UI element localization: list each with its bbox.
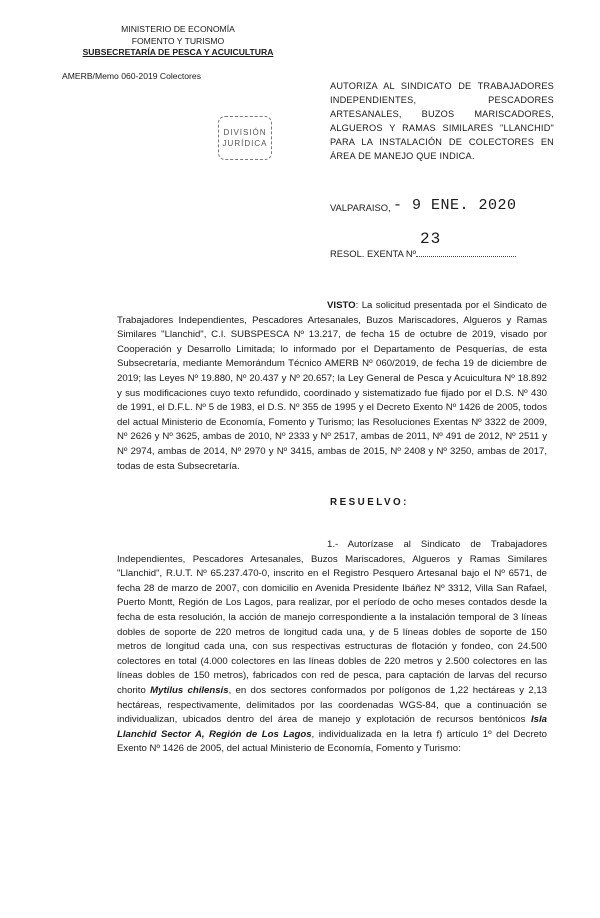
ministry-name: MINISTERIO DE ECONOMÍA <box>121 24 235 34</box>
article-1-text-b: , en dos sectores conformados por polígonos de 1,22 hectáreas y 2,13 hectáreas, respectivamente, delimitados por las coordenadas WGS-84, que a continuación se individualizan, ubicados dentro del área de manejo y explotación de recursos bentónicos <box>117 684 548 726</box>
species-name: Mytilus chilensis <box>150 684 229 696</box>
resolution-date: - 9 ENE. 2020 <box>393 197 517 214</box>
article-1-text-a: 1.- Autorízase al Sindicato de Trabajadores Independientes, Pescadores Artesanales, Buzos Mariscadores, Algueros y Ramas Similares "Llanchid", R.U.T. Nº 65.237.470-0, inscrito en el Registro Pesquero Artesanal bajo el Nº 6571, de fecha 28 de marzo de 2007, con domicilio en Avenida Presidente Ibáñez Nº 3312, Villa San Rafael, Puerto Montt, Región de Los Lagos, para realizar, por el período de ocho meses contados desde la fecha de esta resolución, la acción de manejo correspondiente a la instalación temporal de 3 líneas dobles de soporte de 220 metros de longitud cada una, y de 5 líneas dobles de soporte de 150 metros de longitud cada una, con sus respectivas estructuras de flotación y fondeo, con 24.500 colectores en total (4.000 colectores en las líneas dobles de 220 metros y 2.500 colectores en las líneas dobles de 150 metros), fabricados con red de pesca, para captación de larvas del recurso chorito <box>117 539 547 696</box>
visto-label: VISTO <box>327 300 356 311</box>
letterhead <box>78 24 278 59</box>
resolution-number-line <box>330 248 516 259</box>
stamp-line-1: DIVISIÓN <box>223 128 267 137</box>
division-stamp <box>218 116 272 160</box>
resolution-number: 23 <box>420 230 442 248</box>
article-1-paragraph <box>117 538 547 757</box>
resolution-label: RESOL. EXENTA Nº <box>330 248 417 259</box>
subsecretariat-name: SUBSECRETARÍA DE PESCA Y ACUICULTURA <box>82 47 274 58</box>
place-label: VALPARAISO, <box>330 202 391 213</box>
resolution-dotted-line <box>416 248 516 257</box>
management-area-name: Isla Llanchid Sector A, Región de Los Lagos <box>117 714 547 740</box>
stamp-line-2: JURÍDICA <box>222 139 268 148</box>
memo-reference: AMERB/Memo 060-2019 Colectores <box>62 71 201 81</box>
resuelvo-heading: RESUELVO: <box>330 497 409 508</box>
visto-text: : La solicitud presentada por el Sindicato de Trabajadores Independientes, Pescadores Artesanales, Buzos Mariscadores, Algueros y Ramas Similares "Llanchid", C.I. SUBSPESCA Nº 13.217, de fecha 15 de octubre de 2019, visado por Cooperación y Desarrollo Limitada; lo informado por el Departamento de Pesquerías, de esta Subsecretaría, mediante Memorándum Técnico AMERB Nº 060/2019, de fecha 19 de diciembre de 2019; las Leyes Nº 19.880, Nº 20.437 y Nº 20.657; la Ley General de Pesca y Acuicultura Nº 18.892 y sus modificaciones cuyo texto refundido, coordinado y sistematizado fue fijado por el D.S. Nº 430 de 1991, el D.F.L. Nº 5 de 1983, el D.S. Nº 355 de 1995 y el Decreto Exento Nº 1426 de 2005, todos del actual Ministerio de Economía, Fomento y Turismo; las Resoluciones Exentas Nº 3322 de 2009, Nº 2626 y Nº 3625, ambas de 2010, Nº 2333 y Nº 2517, ambas de 2011, Nº 491 de 2012, Nº 2511 y Nº 2974, ambas de 2014, Nº 2970 y Nº 3415, ambas de 2015, Nº 2408 y Nº 3250, ambas de 2017, todas de esta Subsecretaría. <box>117 300 547 472</box>
article-1-text-c: , individualizada en la letra f) artículo 1º del Decreto Exento Nº 1426 de 2005, del actual Ministerio de Economía, Fomento y Turismo: <box>117 728 547 755</box>
ministry-subtitle: FOMENTO Y TURISMO <box>131 35 225 46</box>
resolution-title: AUTORIZA AL SINDICATO DE TRABAJADORES INDEPENDIENTES, PESCADORES ARTESANALES, BUZOS MARISCADORES, ALGUEROS Y RAMAS SIMILARES "LLANCHID" PARA LA INSTALACIÓN DE COLECTORES EN ÁREA DE MANEJO QUE INDICA. <box>330 81 554 161</box>
visto-paragraph <box>117 299 547 474</box>
